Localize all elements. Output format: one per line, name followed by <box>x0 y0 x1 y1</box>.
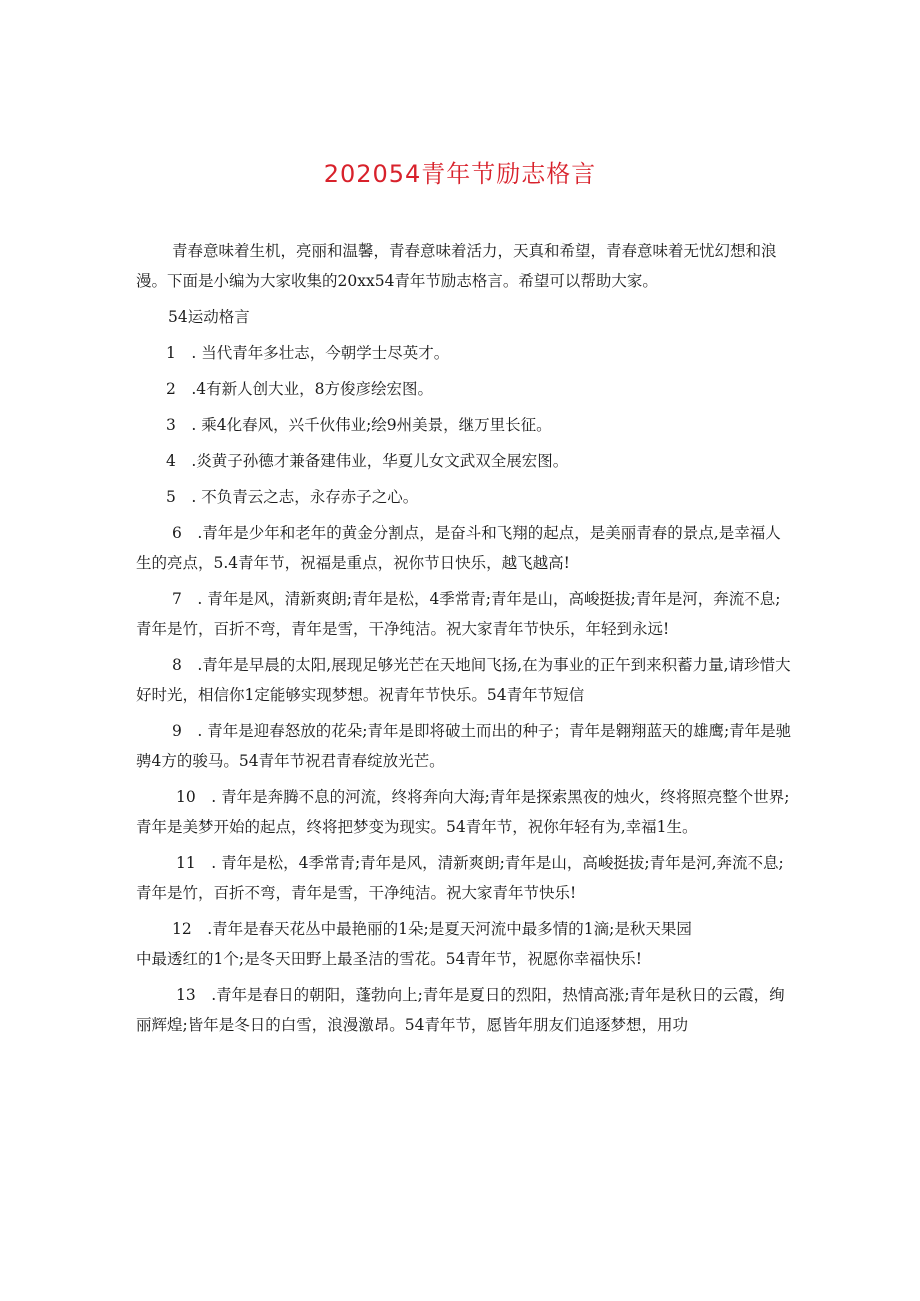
list-item: 8 .青年是早晨的太阳,展现足够光芒在天地间飞扬,在为事业的正午到来积蓄力量,请珍惜大好时光，相信你1定能够实现梦想。祝青年节快乐。54青年节短信 <box>136 656 791 704</box>
list-item: 3 . 乘4化春风，兴千伙伟业;绘9州美景，继万里长征。 <box>166 416 552 434</box>
list-item-continuation: 中最透红的1个;是冬天田野上最圣洁的雪花。54青年节，祝愿你幸福快乐! <box>136 950 643 968</box>
document-title: 202054青年节励志格言 <box>323 160 597 188</box>
list-item: 4 .炎黄子孙德才兼备建伟业，华夏儿女文武双全展宏图。 <box>166 452 569 470</box>
list-item: 5 . 不负青云之志，永存赤子之心。 <box>166 488 419 506</box>
intro-paragraph: 青春意味着生机，亮丽和温馨，青春意味着活力，天真和希望，青春意味着无忧幻想和浪漫。下面是小编为大家收集的20xx54青年节励志格言。希望可以帮助大家。 <box>136 242 777 290</box>
list-item: 13 .青年是春日的朝阳，蓬勃向上;青年是夏日的烈阳，热情高涨;青年是秋日的云霞，绚丽辉煌;皆年是冬日的白雪，浪漫激昂。54青年节，愿皆年朋友们追逐梦想，用功 <box>136 986 785 1034</box>
list-item: 10 . 青年是奔腾不息的河流，终将奔向大海;青年是探索黑夜的烛火，终将照亮整个世界;青年是美梦开始的起点，终将把梦变为现实。54青年节，祝你年轻有为,幸福1生。 <box>136 788 790 836</box>
list-item: 9 . 青年是迎春怒放的花朵;青年是即将破土而出的种子；青年是翱翔蓝天的雄鹰;青年是驰骋4方的骏马。54青年节祝君青春绽放光芒。 <box>136 722 792 770</box>
list-item: 2 .4有新人创大业，8方俊彦绘宏图。 <box>166 380 434 398</box>
list-item: 1 . 当代青年多壮志，今朝学士尽英才。 <box>166 344 450 362</box>
list-item: 12 .青年是春天花丛中最艳丽的1朵;是夏天河流中最多情的1滴;是秋天果园 <box>172 920 692 938</box>
list-item: 11 . 青年是松，4季常青;青年是风，清新爽朗;青年是山，高峻挺拔;青年是河,奔流不息;青年是竹，百折不弯，青年是雪，干净纯洁。祝大家青年节快乐! <box>136 854 784 902</box>
section-heading: 54运动格言 <box>168 308 250 326</box>
list-item: 6 .青年是少年和老年的黄金分割点，是奋斗和飞翔的起点，是美丽青春的景点,是幸福人生的亮点，5.4青年节，祝福是重点，祝你节日快乐，越飞越高! <box>136 524 781 572</box>
list-item: 7 . 青年是风，清新爽朗;青年是松，4季常青;青年是山，高峻挺拔;青年是河，奔流不息;青年是竹，百折不弯，青年是雪，干净纯洁。祝大家青年节快乐，年轻到永远! <box>136 590 781 638</box>
document-body <box>136 236 792 1046</box>
